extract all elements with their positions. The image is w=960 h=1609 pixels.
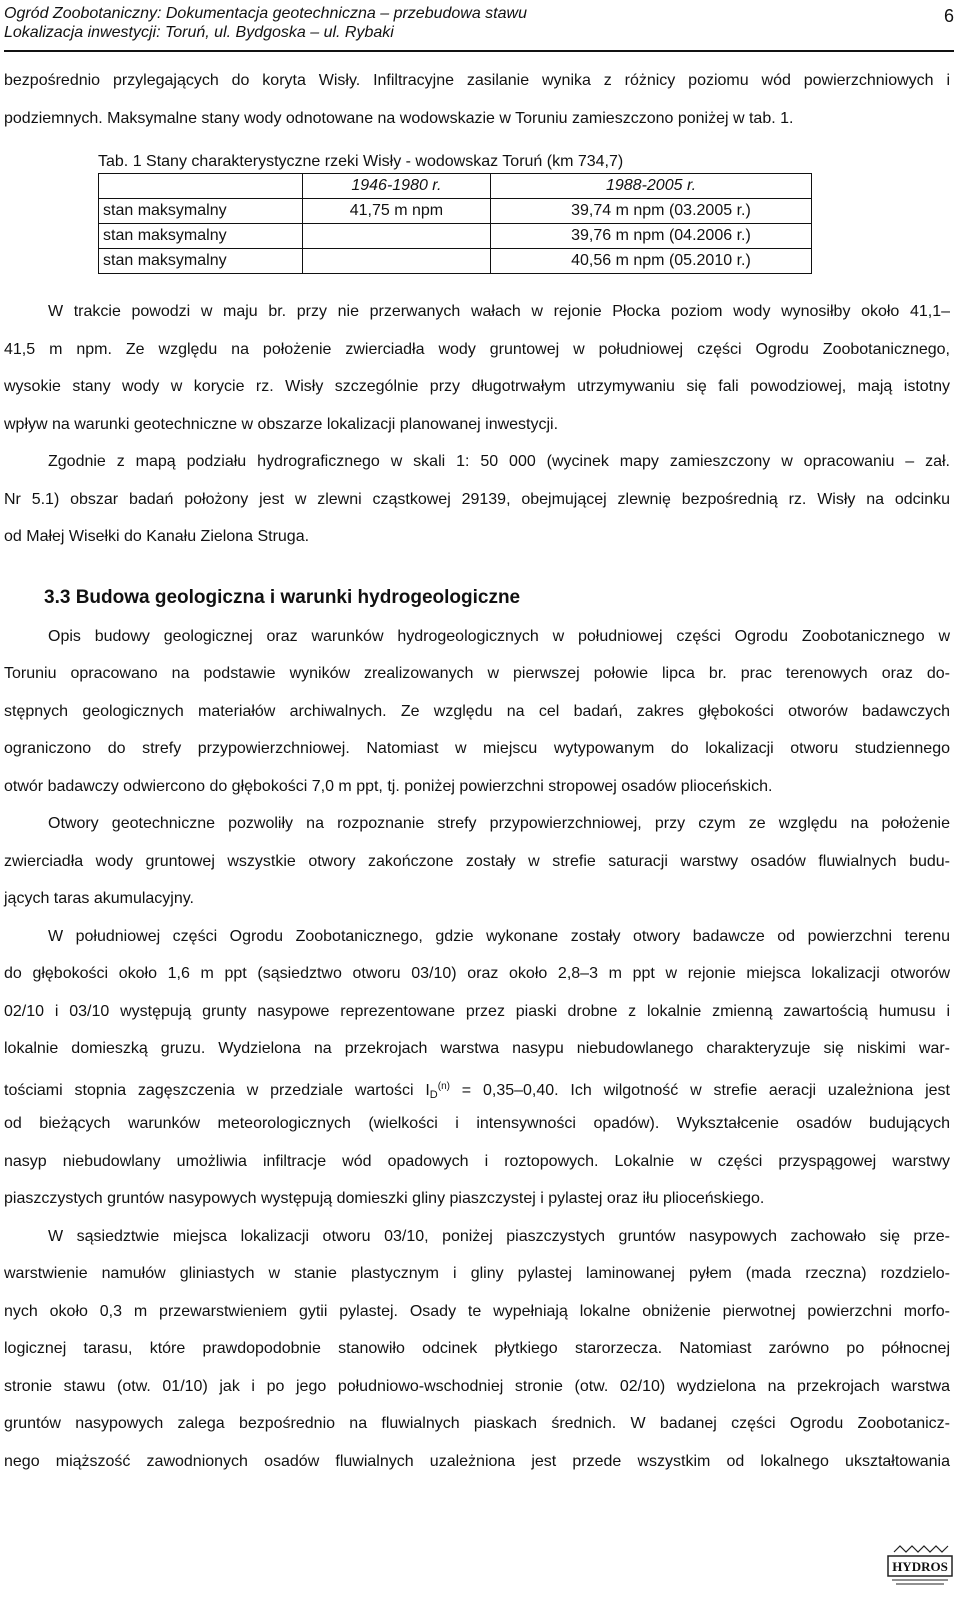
text-line: wysokie stany wody w korycie rz. Wisły szczególnie przy długotrwałym utrzymywaniu się fali powodziowej, mają istotny bbox=[4, 378, 950, 395]
page-number: 6 bbox=[943, 6, 954, 26]
table-row bbox=[99, 249, 812, 274]
table-cell: 40,56 m npm (05.2010 r.) bbox=[491, 249, 812, 274]
text-line: logicznej tarasu, które prawdopodobnie stanowiło odcinek płytkiego starorzecza. Natomiast zarówno po północnej bbox=[4, 1340, 950, 1357]
logo-wave bbox=[894, 1546, 948, 1552]
text-run: W trakcie powodzi w maju br. przy nie przerwanych wałach w rejonie Płocka poziom wody wynosiłby około 41,1– bbox=[48, 303, 950, 320]
text-line: do głębokości około 1,6 m ppt (sąsiedztwo otworu 03/10) oraz około 2,8–3 m ppt w rejonie miejsca lokalizacji otworów bbox=[4, 965, 950, 982]
logo-lines bbox=[892, 1580, 948, 1584]
table-cell: stan maksymalny bbox=[99, 224, 303, 249]
table-header-cell bbox=[99, 174, 303, 199]
text-line: nego miąższość zawodnionych osadów fluwialnych uzależniona jest przede wszystkim od lokalnego ukształtowania bbox=[4, 1453, 950, 1470]
logo-text: HYDROS bbox=[892, 1559, 948, 1574]
text-line: 41,5 m npm. Ze względu na położenie zwierciadła wody gruntowej w południowej części Ogrodu Zoobotanicznego, bbox=[4, 341, 950, 358]
text-line: piaszczystych gruntów nasypowych występują domieszki gliny piaszczystej i pylastej oraz iłu plioceńskiego. bbox=[4, 1190, 765, 1207]
text-line bbox=[4, 293, 950, 331]
text-run: W południowej części Ogrodu Zoobotanicznego, gdzie wykonane zostały otwory badawcze od powierzchni terenu bbox=[48, 928, 950, 945]
text-line: od Małej Wisełki do Kanału Zielona Struga. bbox=[4, 528, 310, 545]
section-heading: 3.3 Budowa geologiczna i warunki hydrogeologiczne bbox=[44, 587, 521, 608]
text-line: jących taras akumulacyjny. bbox=[4, 890, 194, 907]
text-run: Opis budowy geologicznej oraz warunków hydrogeologicznych w południowej części Ogrodu Zoobotanicznego w bbox=[48, 628, 950, 645]
text-line: 02/10 i 03/10 występują grunty nasypowe reprezentowane przez piaski drobne z lokalnie zmienną zawartością humusu i bbox=[4, 1003, 950, 1020]
text-line: bezpośrednio przylegających do koryta Wisły. Infiltracyjne zasilanie wynika z różnicy poziomu wód powierzchniowych i bbox=[4, 72, 950, 89]
text-run: Zgodnie z mapą podziału hydrograficznego w skali 1: 50 000 (wycinek mapy zamieszczony w opracowaniu – zał. bbox=[48, 453, 950, 470]
table-row bbox=[99, 199, 812, 224]
text-line: otwór badawczy odwiercono do głębokości 7,0 m ppt, tj. poniżej powierzchni stropowej osadów plioceńskich. bbox=[4, 778, 773, 795]
text-line: ograniczono do strefy przypowierzchniowej. Natomiast w miejscu wytypowanym do lokalizacji otworu studziennego bbox=[4, 740, 950, 757]
text-line bbox=[4, 443, 950, 481]
text-line: od bieżących warunków meteorologicznych (wielkości i intensywności opadów). Wykształcenie osadów budujących bbox=[4, 1115, 950, 1132]
text-line: lokalnie domieszką gruzu. Wydzielona na przekrojach warstwa nasypu niebudowlanego charakteryzuje się niskimi war- bbox=[4, 1040, 950, 1057]
water-levels-table bbox=[98, 173, 812, 274]
table-cell: 39,76 m npm (04.2006 r.) bbox=[491, 224, 812, 249]
text-line: stronie stawu (otw. 01/10) jak i po jego południowo-wschodniej stronie (otw. 02/10) wydzielona na przekrojach warstwa bbox=[4, 1378, 950, 1395]
table-row bbox=[99, 224, 812, 249]
table-cell: 39,74 m npm (03.2005 r.) bbox=[491, 199, 812, 224]
text-line: stępnych geologicznych materiałów archiwalnych. Ze względu na cel badań, zakres głębokości otworów badawczych bbox=[4, 703, 950, 720]
table-caption: Tab. 1 Stany charakterystyczne rzeki Wisły - wodowskaz Toruń (km 734,7) bbox=[98, 153, 624, 170]
text-run: W sąsiedztwie miejsca lokalizacji otworu 03/10, poniżej piaszczystych gruntów nasypowych zachowało się prze- bbox=[48, 1228, 950, 1245]
text-line: warstwienie namułów gliniastych w stanie plastycznym i gliny pylastej laminowanej pyłem (mada rzeczna) rozdzielo- bbox=[4, 1265, 950, 1282]
table-cell: 41,75 m npm bbox=[302, 199, 490, 224]
table-header-cell: 1946-1980 r. bbox=[302, 174, 490, 199]
text-run: Otwory geotechniczne pozwoliły na rozpoznanie strefy przypowierzchniowej, przy czym ze względu na położenie bbox=[48, 815, 950, 832]
table-cell bbox=[302, 249, 490, 274]
table-header-cell: 1988-2005 r. bbox=[491, 174, 812, 199]
hydros-logo bbox=[886, 1544, 954, 1588]
table-header-row bbox=[99, 174, 812, 199]
text-line: Nr 5.1) obszar badań położony jest w zlewni cząstkowej 29139, obejmującej zlewnię bezpośrednią rz. Wisły na odcinku bbox=[4, 491, 950, 508]
superscript: (n) bbox=[437, 1081, 450, 1092]
text-line: nasyp niebudowlany umożliwia infiltracje wód opadowych i roztopowych. Lokalnie w części przyspągowej warstwy bbox=[4, 1153, 950, 1170]
text-line bbox=[4, 618, 950, 656]
text-line: zwierciadła wody gruntowej wszystkie otwory zakończone zostały w strefie saturacji warstwy osadów fluwialnych budu- bbox=[4, 853, 950, 870]
text-line bbox=[4, 918, 950, 956]
text-run: tościami stopnia zagęszczenia w przedziale wartości I bbox=[4, 1082, 430, 1099]
text-run: = 0,35–0,40. Ich wilgotność w strefie aeracji uzależniona jest bbox=[449, 1082, 951, 1099]
table-cell bbox=[302, 224, 490, 249]
text-line: gruntów nasypowych zalega bezpośrednio na fluwialnych piaskach średnich. W badanej części Ogrodu Zoobotanicz- bbox=[4, 1415, 950, 1432]
header-location: Lokalizacja inwestycji: Toruń, ul. Bydgoska – ul. Rybaki bbox=[4, 24, 394, 41]
text-line: podziemnych. Maksymalne stany wody odnotowane na wodowskazie w Toruniu zamieszczono poniżej w tab. 1. bbox=[4, 110, 794, 127]
table-cell: stan maksymalny bbox=[99, 199, 303, 224]
page-header bbox=[4, 2, 954, 52]
table-cell: stan maksymalny bbox=[99, 249, 303, 274]
text-line bbox=[4, 805, 950, 843]
text-line: wpływ na warunki geotechniczne w obszarze lokalizacji planowanej inwestycji. bbox=[4, 416, 559, 433]
header-title: Ogród Zoobotaniczny: Dokumentacja geotechniczna – przebudowa stawu bbox=[4, 5, 527, 22]
subscript: D bbox=[429, 1089, 438, 1101]
text-line: nych około 0,3 m przewarstwieniem gytii pylastej. Osady te wypełniają lokalne obniżenie pierwotnej powierzchni morfo- bbox=[4, 1303, 950, 1320]
text-line: Toruniu opracowano na podstawie wyników zrealizowanych w pierwszej połowie lipca br. prac terenowych oraz do- bbox=[4, 665, 950, 682]
text-line bbox=[4, 1218, 950, 1256]
